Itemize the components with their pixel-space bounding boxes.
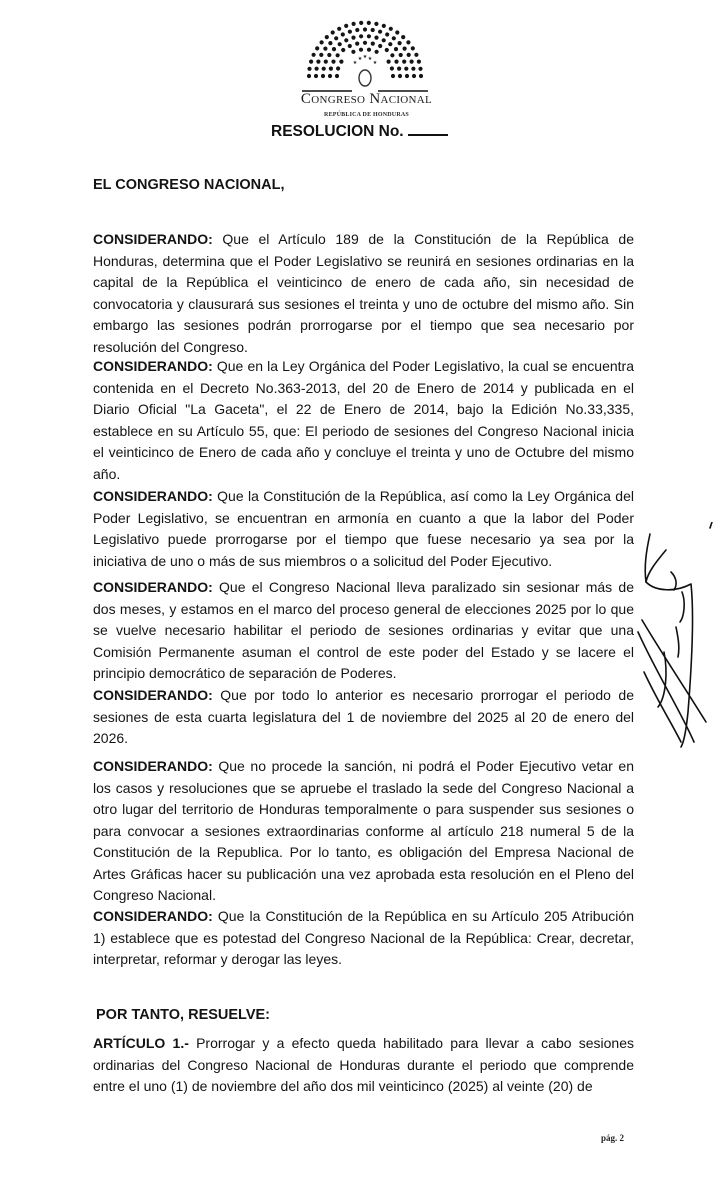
considerando-text: Que el Artículo 189 de la Constitución de la República de Honduras, determina que el Poder Legislativo se reunirá en sesiones ordinarias en la capital de la República el veinticinco de enero de cada año, sin necesidad de convocatoria y clausurará sus sesiones el treinta y uno de octubre del mismo año. Sin embargo las sesiones podrán prorrogarse por el tiempo que sea necesario por resolución del Congreso. xyxy=(93,231,634,355)
seat-dot xyxy=(371,28,375,32)
considerando-label: CONSIDERANDO: xyxy=(93,358,213,374)
articulo-1-paragraph xyxy=(93,1033,634,1098)
seat-dot xyxy=(414,53,418,57)
seat-dot xyxy=(337,27,341,31)
star-icon: ★ xyxy=(357,56,363,62)
considerando-paragraph xyxy=(93,577,634,685)
page-number: pág. 2 xyxy=(601,1133,625,1143)
resolution-number-title xyxy=(271,122,448,141)
seat-dot xyxy=(351,36,355,40)
seat-dot xyxy=(392,36,396,40)
considerando-text: Que no procede la sanción, ni podrá el Poder Ejecutivo vetar en los casos y resoluciones que se apruebe el traslado la sede del Congreso Nacional a otro lugar del territorio de Honduras temporalmente o para suspender sus sesiones o para convocar a sesiones extraordinarias conforme al artículo 218 numeral 5 de la Constitución de la Republica. Por lo tanto, es obligación del Empresa Nacional de Artes Gráficas hacer su publicación una vez aprobada esta resolución en el Pleno del Congreso Nacional. xyxy=(93,758,634,903)
considerando-label: CONSIDERANDO: xyxy=(93,579,213,595)
seat-dot xyxy=(411,67,415,71)
seat-dot xyxy=(382,24,386,28)
resolution-number-blank xyxy=(408,122,448,136)
seat-dot xyxy=(309,60,313,64)
seat-dot xyxy=(355,28,359,32)
seat-dot xyxy=(332,47,336,51)
considerando-text: Que el Congreso Nacional lleva paralizado sin sesionar más de dos meses, y estamos en el marco del proceso general de elecciones 2025 por lo que se vuelve necesario habilitar el periodo de sesiones ordinarias y evitar que una Comisión Permanente asuman el control de este poder del Estado y se lacere el principio democrático de separación de Poderes. xyxy=(93,579,634,681)
seat-dot xyxy=(403,47,407,51)
considerando-label: CONSIDERANDO: xyxy=(93,687,213,703)
seat-dot xyxy=(398,41,402,45)
seat-dot xyxy=(324,60,328,64)
seat-dot xyxy=(319,53,323,57)
congress-seats-emblem-icon xyxy=(298,14,432,94)
seat-dot xyxy=(327,53,331,57)
seat-dot xyxy=(395,30,399,34)
seat-dot xyxy=(398,74,402,78)
handwritten-signature-icon xyxy=(636,522,726,762)
seat-dot xyxy=(378,44,382,48)
seat-dot xyxy=(367,48,371,52)
seat-dot xyxy=(363,27,367,31)
star-icon: ★ xyxy=(372,60,378,66)
seat-dot xyxy=(418,67,422,71)
seat-dot xyxy=(391,74,395,78)
considerando-paragraph xyxy=(93,756,634,907)
seat-dot xyxy=(405,74,409,78)
seat-dot xyxy=(407,53,411,57)
seat-dot xyxy=(325,35,329,39)
seat-dot xyxy=(394,60,398,64)
seat-dot xyxy=(321,74,325,78)
seat-dot xyxy=(336,66,340,70)
seat-dot xyxy=(348,30,352,34)
considerando-paragraph xyxy=(93,356,634,485)
seat-dot xyxy=(390,66,394,70)
considerando-text: Que la Constitución de la República en su Artículo 205 Atribución 1) establece que es potestad del Congreso Nacional de la República: Crear, decretar, interpretar, reformar y derogar las leyes. xyxy=(93,908,634,967)
seat-dot xyxy=(399,53,403,57)
coat-of-arms-icon xyxy=(359,70,371,86)
seat-dot xyxy=(385,48,389,52)
seat-dot xyxy=(334,36,338,40)
seat-dot xyxy=(335,74,339,78)
considerando-text: Que en la Ley Orgánica del Poder Legislativo, la cual se encuentra contenida en el Decreto No.363-2013, del 20 de Enero de 2014 y publicada en el Diario Oficial "La Gaceta", el 22 de Enero de 2014, bajo la Edición No.33,335, establece en su Artículo 55, que: El periodo de sesiones del Congreso Nacional inicia el veinticinco de Enero de cada año y concluye el treinta y uno de Octubre del mismo año. xyxy=(93,358,634,482)
seat-dot xyxy=(374,22,378,26)
seat-dot xyxy=(315,67,319,71)
seat-dot xyxy=(390,53,394,57)
seat-dot xyxy=(401,35,405,39)
seat-dot xyxy=(371,42,375,46)
seat-dot xyxy=(359,34,363,38)
seat-dot xyxy=(411,46,415,50)
seat-dot xyxy=(312,53,316,57)
seat-dot xyxy=(328,74,332,78)
seat-dot xyxy=(328,41,332,45)
seat-dot xyxy=(410,60,414,64)
seat-dot xyxy=(406,40,410,44)
seat-dot xyxy=(341,32,345,36)
considerando-paragraph xyxy=(93,685,634,750)
star-icon: ★ xyxy=(362,54,368,60)
seat-dot xyxy=(352,22,356,26)
congress-heading: EL CONGRESO NACIONAL, xyxy=(93,177,285,193)
resuelve-heading: POR TANTO, RESUELVE: xyxy=(96,1007,271,1023)
seat-dot xyxy=(402,60,406,64)
organization-name: Congreso Nacional xyxy=(300,91,433,107)
seat-dot xyxy=(378,30,382,34)
seat-dot xyxy=(307,67,311,71)
considerando-text: Que por todo lo anterior es necesario prorrogar el periodo de sesiones de esta cuarta legislatura del 1 de noviembre del 2025 al 20 de enero del 2026. xyxy=(93,687,634,746)
seat-dot xyxy=(397,67,401,71)
seat-dot xyxy=(329,67,333,71)
seat-dot xyxy=(367,34,371,38)
seat-dot xyxy=(341,48,345,52)
star-icon: ★ xyxy=(352,60,358,66)
document-header xyxy=(0,0,727,160)
seat-dot xyxy=(315,46,319,50)
seat-dot xyxy=(316,60,320,64)
seat-dot xyxy=(419,74,423,78)
seat-dot xyxy=(336,53,340,57)
seat-dot xyxy=(374,36,378,40)
articulo-label: ARTÍCULO 1.- xyxy=(93,1035,189,1051)
articulo-text: Prorrogar y a efecto queda habilitado para llevar a cabo sesiones ordinarias del Congreso Nacional de Honduras durante el periodo que comprende entre el uno (1) de noviembre del año dos mil veinticinco (2025) al veinte (20) de xyxy=(93,1035,634,1094)
seat-dot xyxy=(331,60,335,64)
considerando-label: CONSIDERANDO: xyxy=(93,908,213,924)
considerando-text: Que la Constitución de la República, así como la Ley Orgánica del Poder Legislativo, se encuentran en armonía en cuanto a que la labor del Poder Legislativo puede prorrogarse por el tiempo que fuese necesario ya sea por la iniciativa de uno o más de sus miembros o a solicitud del Poder Ejecutivo. xyxy=(93,488,634,569)
seat-dot xyxy=(348,44,352,48)
seat-dot xyxy=(338,42,342,46)
considerando-paragraph xyxy=(93,906,634,971)
resolution-label: RESOLUCION No. xyxy=(271,123,404,140)
seat-dot xyxy=(339,60,343,64)
seat-dot xyxy=(323,47,327,51)
considerando-label: CONSIDERANDO: xyxy=(93,231,213,247)
seat-dot xyxy=(394,47,398,51)
seat-dot xyxy=(363,41,367,45)
seat-dot xyxy=(320,40,324,44)
considerando-label: CONSIDERANDO: xyxy=(93,488,213,504)
seat-dot xyxy=(404,67,408,71)
seat-dot xyxy=(388,42,392,46)
seat-dot xyxy=(355,42,359,46)
seat-dot xyxy=(389,27,393,31)
seat-dot xyxy=(385,32,389,36)
seat-dot xyxy=(344,38,348,42)
seat-dot xyxy=(387,60,391,64)
seat-dot xyxy=(351,50,355,54)
seat-dot xyxy=(344,24,348,28)
seat-dot xyxy=(375,50,379,54)
seat-dot xyxy=(307,74,311,78)
seat-dot xyxy=(412,74,416,78)
considerando-paragraph xyxy=(93,229,634,358)
considerando-label: CONSIDERANDO: xyxy=(93,758,213,774)
organization-subtitle: REPÚBLICA DE HONDURAS xyxy=(324,112,409,118)
seat-dot xyxy=(382,38,386,42)
seat-dot xyxy=(331,30,335,34)
seat-dot xyxy=(417,60,421,64)
seat-dot xyxy=(322,67,326,71)
seat-dot xyxy=(367,21,371,25)
seat-dot xyxy=(359,21,363,25)
star-icon: ★ xyxy=(367,56,373,62)
considerando-paragraph xyxy=(93,486,634,572)
seat-dot xyxy=(314,74,318,78)
seat-dot xyxy=(359,48,363,52)
